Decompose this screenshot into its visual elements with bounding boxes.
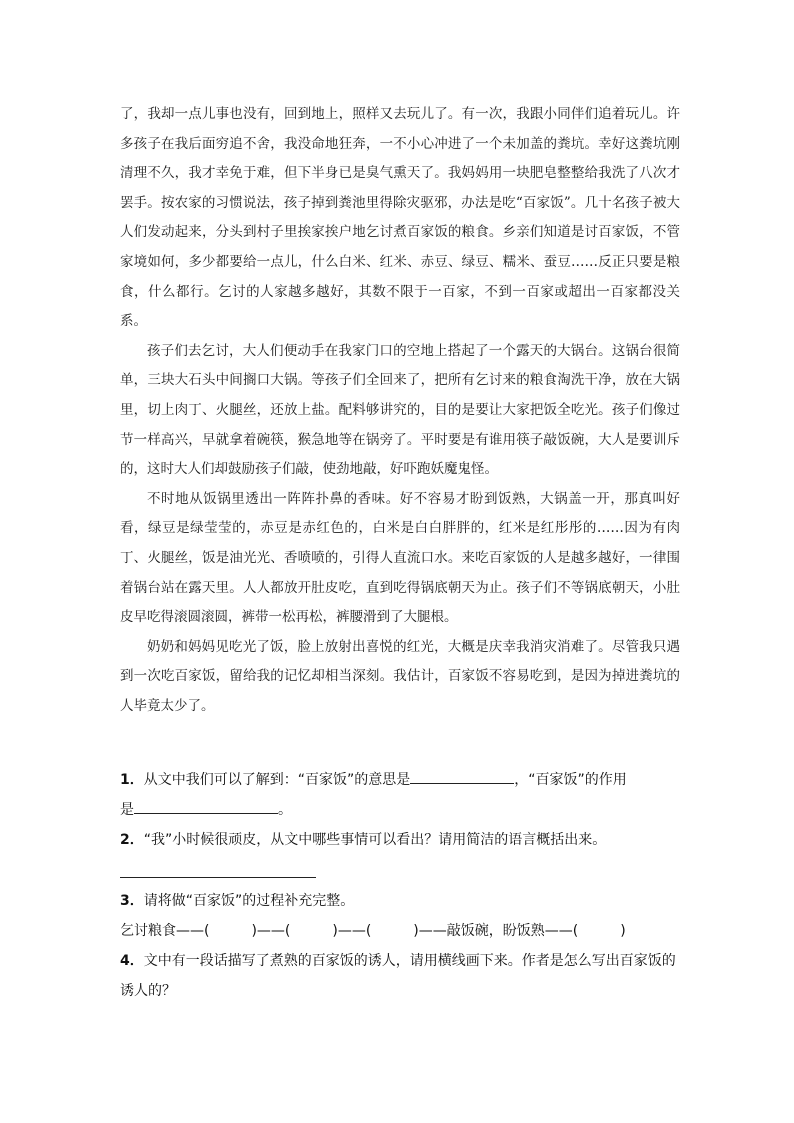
question-text: 。 — [278, 802, 292, 818]
passage-paragraph-3: 不时地从饭锅里透出一阵阵扑鼻的香味。好不容易才盼到饭熟，大锅盖一开，那真叫好看，绿豆是绿莹莹的，赤豆是赤红色的，白米是白白胖胖的，红米是红彤彤的……因为有肉丁、火腿丝，饭是油光光、香喷喷的，引得人直流口水。来吃百家饭的人是越多越好，一律围着锅台站在露天里。人人都放开肚皮吃，直到吃得锅底朝天为止。孩子们不等锅底朝天，小肚皮早吃得滚圆滚圆，裤带一松再松，裤腰滑到了大腿根。 — [120, 490, 680, 626]
process-sequence[interactable]: 乞讨粮食——( )——( )——( )——敲饭碗，盼饭熟——( ) — [120, 923, 626, 939]
question-text: “我”小时候很顽皮，从文中哪些事情可以看出？请用简洁的语言概括出来。 — [143, 832, 607, 848]
question-text: 是 — [120, 802, 134, 818]
question-section — [120, 765, 680, 1006]
passage-paragraph-2: 孩子们去乞讨，大人们便动手在我家门口的空地上搭起了一个露天的大锅台。这锅台很简单，三块大石头中间搁口大锅。等孩子们全回来了，把所有乞讨来的粮食淘洗干净，放在大锅里，切上肉丁、火腿丝，还放上盐。配料够讲究的，目的是要让大家把饭全吃光。孩子们像过节一样高兴，早就拿着碗筷，猴急地等在锅旁了。平时要是有谁用筷子敲饭碗，大人是要训斥的，这时大人们却鼓励孩子们敲，使劲地敲，好吓跑妖魔鬼怪。 — [120, 342, 680, 478]
answer-blank-meaning[interactable] — [410, 767, 514, 784]
question-number: 1． — [120, 772, 144, 788]
question-number: 4． — [120, 953, 144, 969]
question-number: 2． — [120, 832, 144, 848]
answer-line[interactable] — [120, 859, 316, 878]
question-text: 文中有一段话描写了煮熟的百家饭的诱人，请用横线画下来。作者是怎么写出百家饭的诱人的？ — [120, 953, 676, 999]
question-2 — [120, 825, 680, 855]
question-text: 从文中我们可以了解到：“百家饭”的意思是 — [143, 772, 411, 788]
question-number: 3． — [120, 893, 144, 909]
passage-paragraph-4: 奶奶和妈妈见吃光了饭，脸上放射出喜悦的红光，大概是庆幸我消灾消难了。尽管我只遇到一次吃百家饭，留给我的记忆却相当深刻。我估计，百家饭不容易吃到，是因为掉进粪坑的人毕竟太少了。 — [120, 638, 680, 714]
answer-blank-function[interactable] — [134, 797, 278, 814]
question-1 — [120, 765, 680, 825]
question-text: ，“百家饭”的作用 — [514, 772, 627, 788]
reading-passage — [120, 100, 680, 721]
question-4 — [120, 946, 680, 1006]
question-text: 请将做“百家饭”的过程补充完整。 — [143, 893, 355, 909]
question-3 — [120, 886, 680, 916]
passage-paragraph-1: 了，我却一点儿事也没有，回到地上，照样又去玩儿了。有一次，我跟小同伴们追着玩儿。许多孩子在我后面穷追不舍，我没命地狂奔，一不小心冲进了一个未加盖的粪坑。幸好这粪坑刚清理不久，我才幸免于难，但下半身已是臭气熏天了。我妈妈用一块肥皂整整给我洗了八次才罢手。按农家的习惯说法，孩子掉到粪池里得除灾驱邪，办法是吃“百家饭”。几十名孩子被大人们发动起来，分头到村子里挨家挨户地乞讨煮百家饭的粮食。乡亲们知道是讨百家饭，不管家境如何，多少都要给一点儿，什么白米、红米、赤豆、绿豆、糯米、蚕豆……反正只要是粮食，什么都行。乞讨的人家越多越好，其数不限于一百家，不到一百家或超出一百家都没关系。 — [120, 106, 680, 330]
